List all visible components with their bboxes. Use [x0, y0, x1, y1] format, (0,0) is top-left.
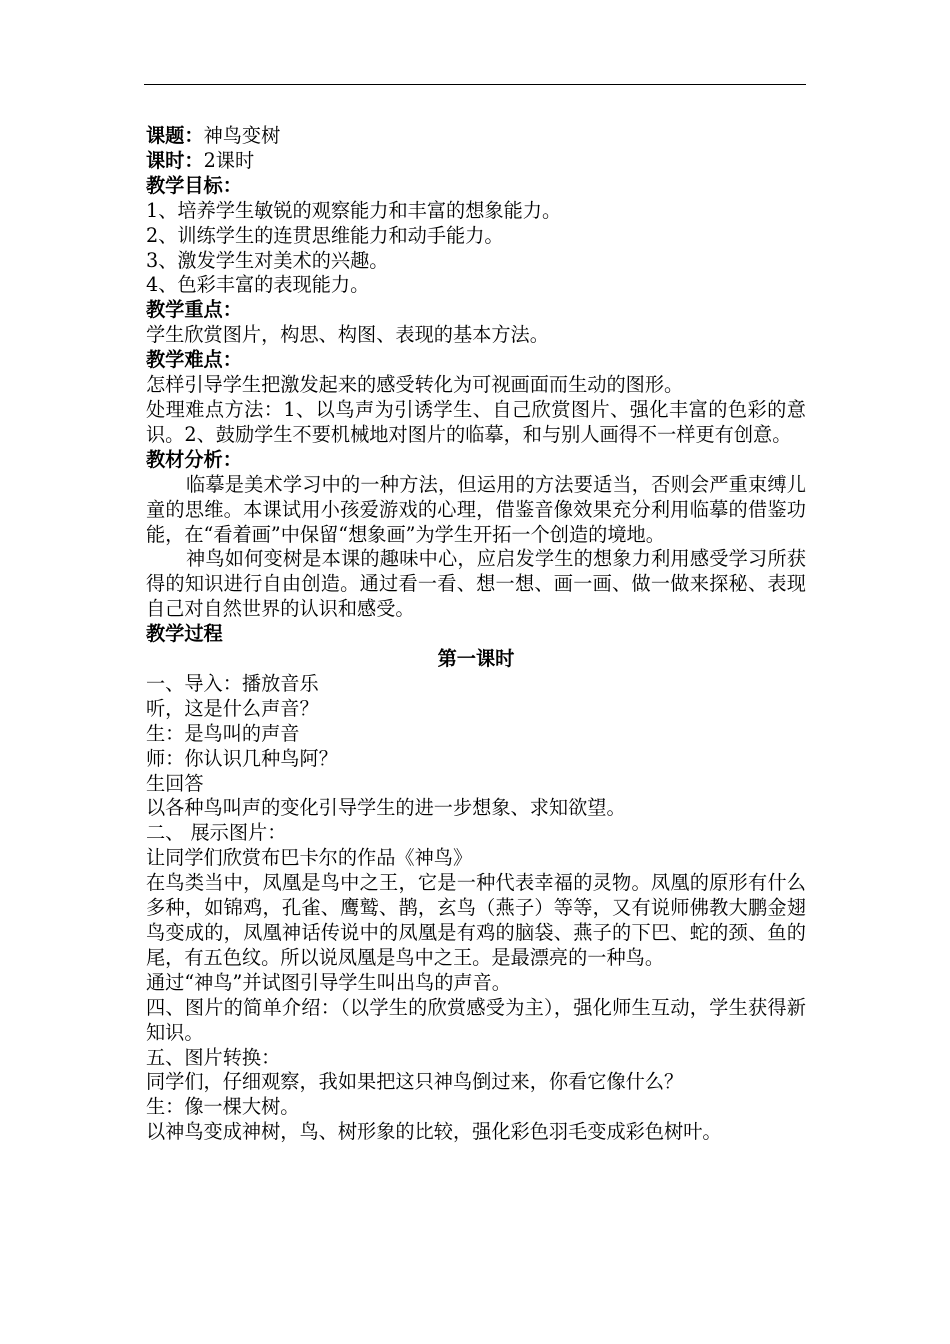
- goal-item: 2、训练学生的连贯思维能力和动手能力。: [146, 223, 504, 247]
- process-line: 师：你认识几种鸟阿？: [146, 746, 338, 770]
- process-line: 生回答: [146, 771, 204, 795]
- goal-item: 4、色彩丰富的表现能力。: [146, 273, 370, 297]
- process-line: 生：像一棵大树。: [146, 1095, 300, 1119]
- process-line: 通过“神鸟”并试图引导学生叫出鸟的声音。: [146, 970, 511, 994]
- analysis-heading: 教材分析：: [146, 447, 242, 471]
- process-line: 一、导入：播放音乐: [146, 671, 319, 695]
- process-line: 生：是鸟叫的声音: [146, 721, 300, 745]
- difficult-method: 处理难点方法：1、以鸟声为引诱学生、自己欣赏图片、强化丰富的色彩的意识。2、鼓励学生不要机械地对图片的临摹，和与别人画得不一样更有创意。: [146, 397, 806, 446]
- key-text: 学生欣赏图片，构思、构图、表现的基本方法。: [146, 323, 549, 347]
- hours-value: 2课时: [203, 148, 255, 172]
- process-line: 在鸟类当中，凤凰是鸟中之王，它是一种代表幸福的灵物。凤凰的原形有什么多种，如锦鸡，孔雀、鹰鹫、鹊，玄鸟（燕子）等等，又有说师佛教大鹏金翅鸟变成的，凤凰神话传说中的凤凰是有鸡的脑袋、燕子的下巴、蛇的颈、鱼的尾，有五色纹。所以说凤凰是鸟中之王。是最漂亮的一种鸟。: [146, 871, 806, 969]
- process-heading: 教学过程: [146, 622, 223, 646]
- lesson-title: 第一课时: [437, 647, 515, 671]
- difficult-heading: 教学难点：: [146, 348, 242, 372]
- goal-item: 3、激发学生对美术的兴趣。: [146, 248, 389, 272]
- course-line: [146, 124, 806, 149]
- course-label: 课题：: [146, 124, 204, 147]
- process-line: 以各种鸟叫声的变化引导学生的进一步想象、求知欲望。: [146, 796, 626, 820]
- process-line: 听，这是什么声音？: [146, 696, 319, 720]
- key-heading: 教学重点：: [146, 298, 242, 322]
- process-line: 以神鸟变成神树，鸟、树形象的比较，强化彩色羽毛变成彩色树叶。: [146, 1120, 722, 1144]
- header-rule: [144, 84, 806, 85]
- analysis-paragraph: 临摹是美术学习中的一种方法，但运用的方法要适当，否则会严重束缚儿童的思维。本课试用小孩爱游戏的心理，借鉴音像效果充分利用临摹的借鉴功能，在“看着画”中保留“想象画”为学生开拓一个创造的境地。: [146, 472, 806, 546]
- hours-line: [146, 149, 806, 174]
- analysis-paragraph: 神鸟如何变树是本课的趣味中心，应启发学生的想象力利用感受学习所获得的知识进行自由创造。通过看一看、想一想、画一画、做一做来探秘、表现自己对自然世界的认识和感受。: [146, 547, 806, 621]
- course-value: 神鸟变树: [203, 124, 281, 147]
- process-line: 二、 展示图片：: [146, 821, 287, 845]
- goals-heading: 教学目标：: [146, 173, 242, 197]
- process-line: 同学们，仔细观察，我如果把这只神鸟倒过来，你看它像什么？: [146, 1070, 684, 1094]
- process-line: 五、图片转换：: [146, 1045, 281, 1069]
- difficult-text: 怎样引导学生把激发起来的感受转化为可视画面而生动的图形。: [146, 373, 684, 397]
- document-body: [146, 124, 806, 1145]
- goal-item: 1、培养学生敏锐的观察能力和丰富的想象能力。: [146, 198, 562, 222]
- hours-label: 课时：: [146, 148, 204, 172]
- process-line: 四、图片的简单介绍：（以学生的欣赏感受为主），强化师生互动，学生获得新知识。: [146, 995, 806, 1044]
- process-line: 让同学们欣赏布巴卡尔的作品《神鸟》: [146, 846, 473, 870]
